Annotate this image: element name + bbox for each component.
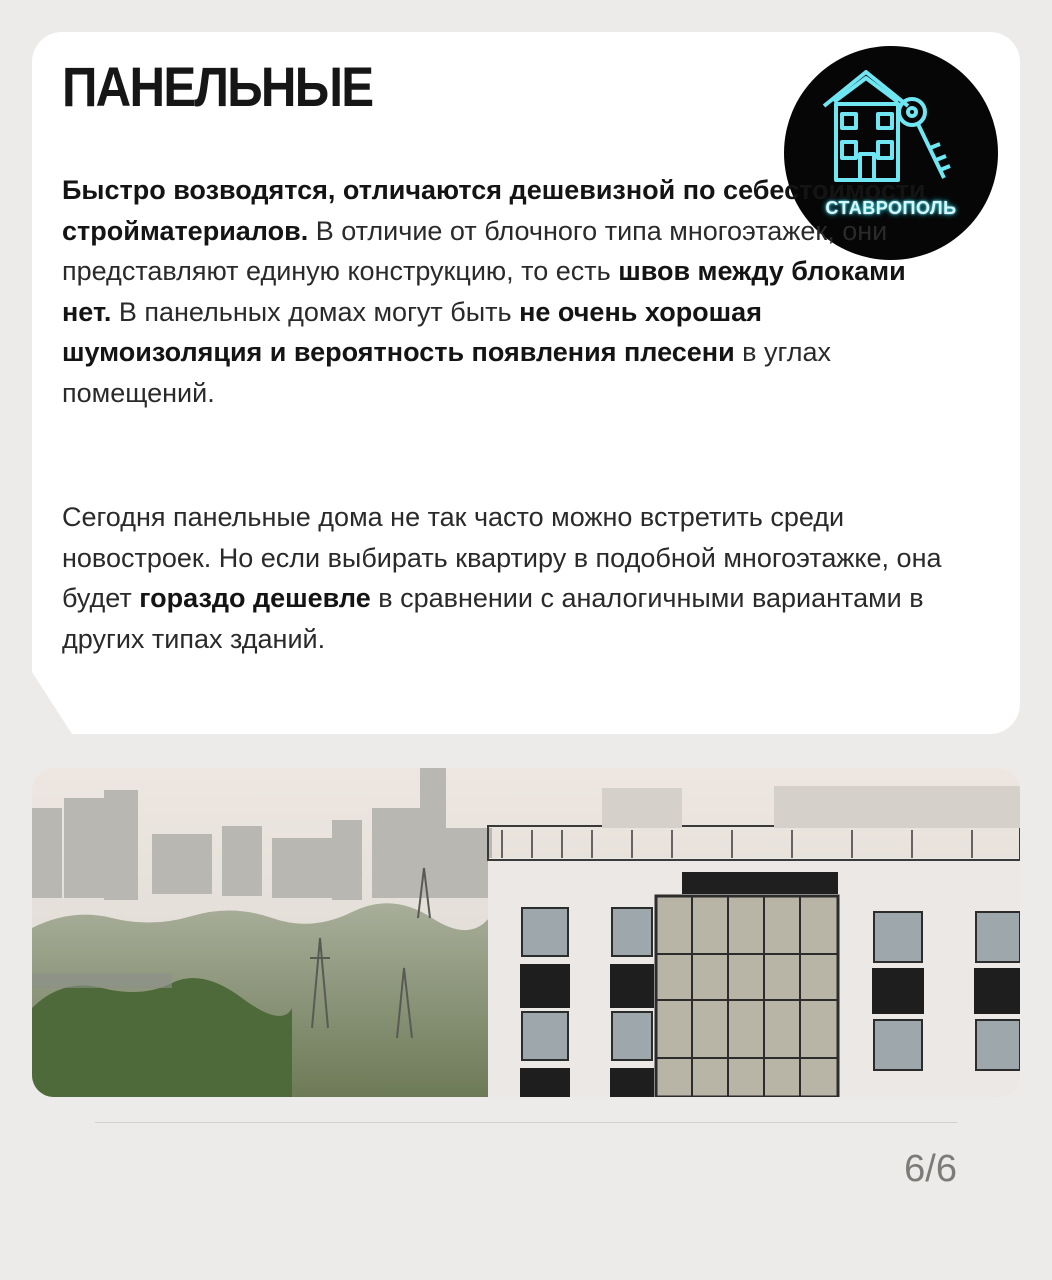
bold-phrase: гораздо дешевле (139, 583, 371, 613)
paragraph-conclusion (62, 497, 962, 659)
logo-text: СТАВРОПОЛЬ (825, 198, 957, 218)
body-text: в сравнении с аналогичными вариантами в других типах зданий. (62, 583, 924, 654)
divider (95, 1122, 957, 1123)
body-text: Сегодня панельные дома не так часто можно встретить среди новостроек. Но если выбирать квартиру в подобной многоэтажке, она будет (62, 502, 942, 613)
body-text: В панельных домах могут быть (111, 296, 520, 327)
bold-phrase: не очень хорошая шумоизоляция и вероятность появления плесени (62, 296, 762, 367)
panel-building-photo (32, 768, 1020, 1097)
paragraph-intro (62, 170, 962, 413)
bold-phrase: швов между блоками нет. (62, 256, 906, 327)
bold-phrase: Быстро возводятся, отличаются дешевизной по себестоимости стройматериалов. (62, 175, 926, 246)
page-title: ПАНЕЛЬНЫЕ (62, 55, 373, 118)
body-text: в углах помещений. (62, 337, 832, 408)
page-counter: 6/6 (904, 1148, 957, 1190)
body-text: В отличие от блочного типа многоэтажек, они представляют единую конструкцию, то есть (62, 215, 888, 286)
